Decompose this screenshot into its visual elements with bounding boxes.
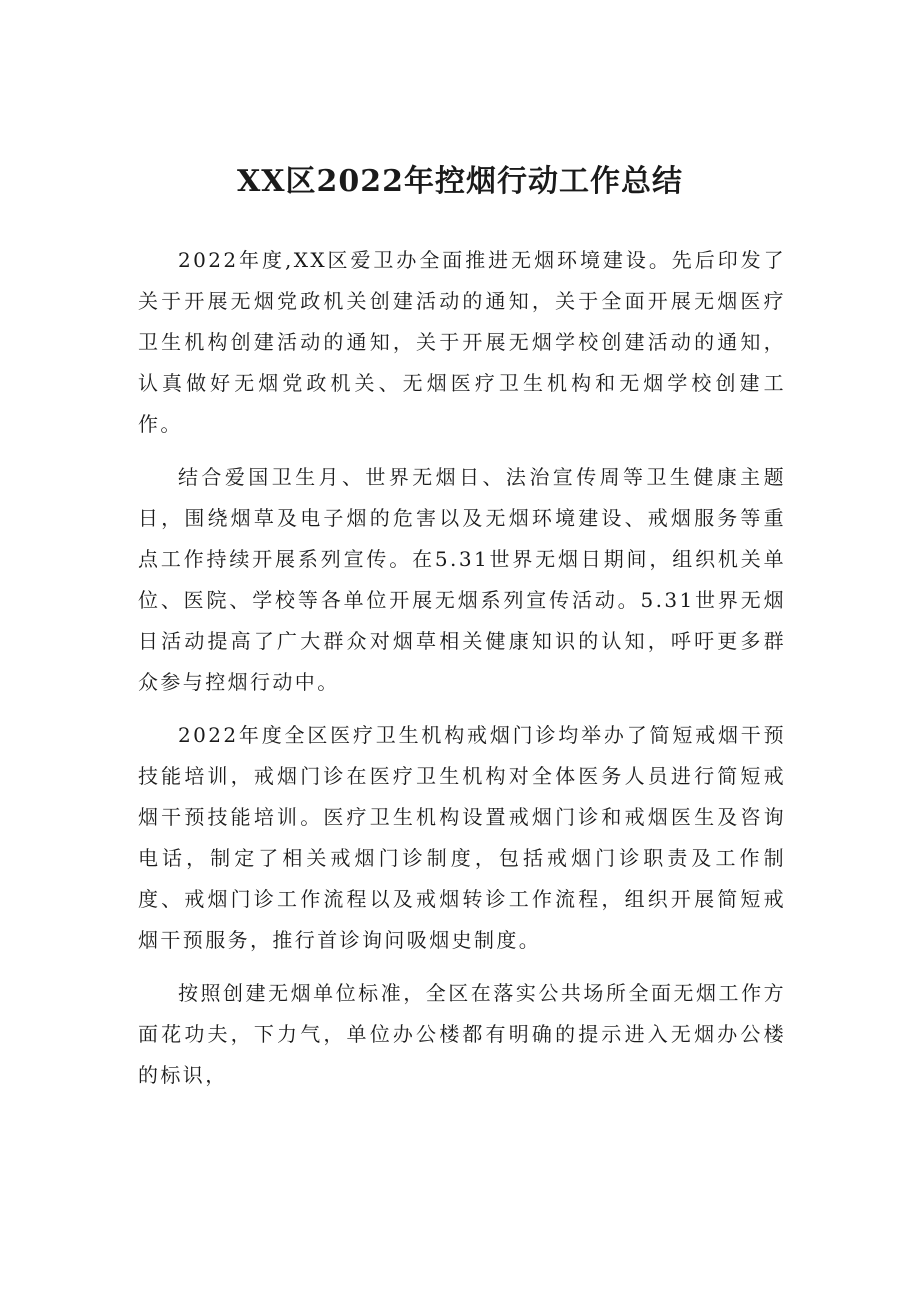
document-title: XX区2022年控烟行动工作总结 [236, 164, 684, 199]
paragraph-4: 按照创建无烟单位标准，全区在落实公共场所全面无烟工作方面花功夫，下力气，单位办公楼都有明确的提示进入无烟办公楼的标识， [138, 981, 786, 1087]
paragraph-1: 2022年度,XX区爱卫办全面推进无烟环境建设。先后印发了关于开展无烟党政机关创建活动的通知，关于全面开展无烟医疗卫生机构创建活动的通知，关于开展无烟学校创建活动的通知，认真做好无烟党政机关、无烟医疗卫生机构和无烟学校创建工作。 [138, 248, 786, 436]
paragraph-3: 2022年度全区医疗卫生机构戒烟门诊均举办了简短戒烟干预技能培训，戒烟门诊在医疗卫生机构对全体医务人员进行简短戒烟干预技能培训。医疗卫生机构设置戒烟门诊和戒烟医生及咨询电话，制定了相关戒烟门诊制度，包括戒烟门诊职责及工作制度、戒烟门诊工作流程以及戒烟转诊工作流程，组织开展简短戒烟干预服务，推行首诊询问吸烟史制度。 [138, 723, 786, 952]
paragraph-2: 结合爱国卫生月、世界无烟日、法治宣传周等卫生健康主题日，围绕烟草及电子烟的危害以及无烟环境建设、戒烟服务等重点工作持续开展系列宣传。在5.31世界无烟日期间，组织机关单位、医院、学校等各单位开展无烟系列宣传活动。5.31世界无烟日活动提高了广大群众对烟草相关健康知识的认知，呼吁更多群众参与控烟行动中。 [138, 465, 786, 694]
document-body [138, 240, 786, 1096]
